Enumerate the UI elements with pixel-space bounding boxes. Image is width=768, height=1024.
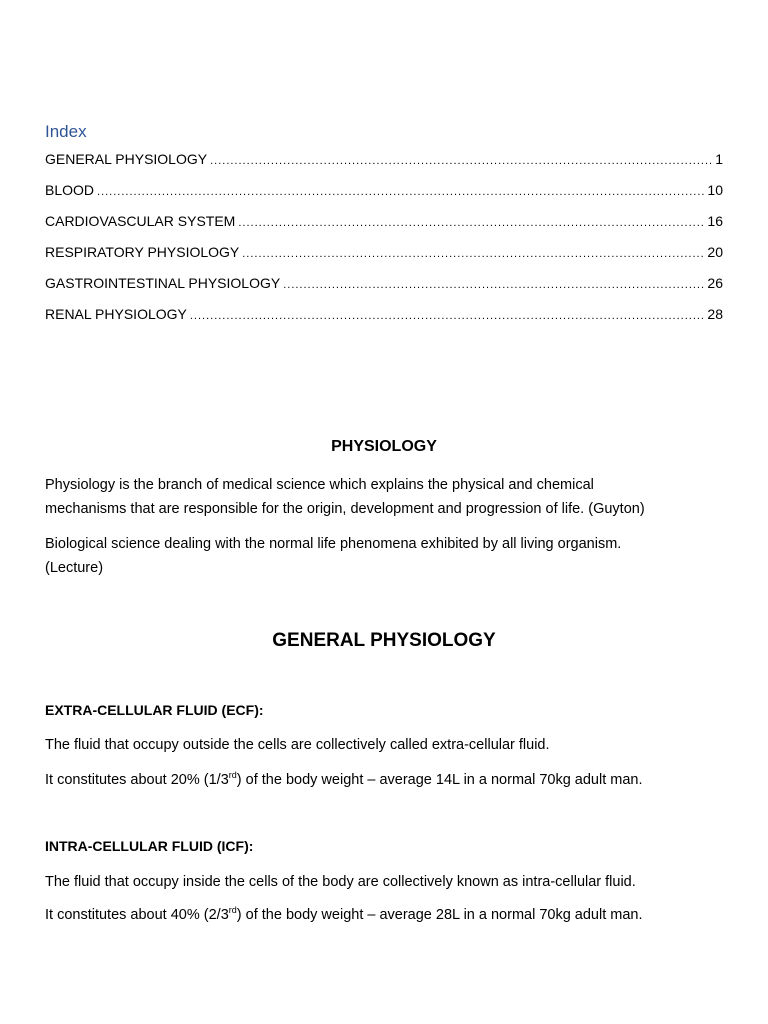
- definition-line-1: Physiology is the branch of medical science which explains the physical and chemical: [45, 477, 594, 493]
- toc-dot-leader: [242, 243, 704, 265]
- toc-page-number: 1: [715, 151, 723, 167]
- physiology-definition: [45, 473, 735, 521]
- ecf-proportion-text-end: ) of the body weight – average 14L in a normal 70kg adult man.: [236, 772, 643, 788]
- index-title: Index: [45, 122, 87, 141]
- toc-dot-leader: [210, 150, 712, 172]
- icf-proportion-text: It constitutes about 40% (2/3: [45, 907, 229, 923]
- ecf-ordinal-suffix: rd: [228, 770, 237, 781]
- icf-description: The fluid that occupy inside the cells of the body are collectively known as intra-cellular fluid.: [45, 874, 636, 890]
- definition-line-2: mechanisms that are responsible for the origin, development and progression of life. (Guyton): [45, 501, 645, 517]
- toc-dot-leader: [283, 274, 704, 296]
- toc-entry-label: GASTROINTESTINAL PHYSIOLOGY: [45, 275, 281, 291]
- ecf-description: The fluid that occupy outside the cells are collectively called extra-cellular fluid.: [45, 737, 550, 753]
- toc-entry-general-physiology[interactable]: [45, 148, 723, 179]
- toc-page-number: 26: [707, 275, 723, 291]
- toc-entry-cardiovascular-system[interactable]: [45, 210, 723, 241]
- toc-entry-blood[interactable]: [45, 179, 723, 210]
- table-of-contents: [45, 148, 723, 334]
- toc-entry-respiratory-physiology[interactable]: [45, 241, 723, 272]
- toc-page-number: 20: [707, 244, 723, 260]
- toc-dot-leader: [238, 212, 704, 234]
- toc-page-number: 28: [707, 306, 723, 322]
- toc-page-number: 16: [707, 213, 723, 229]
- toc-entry-label: RENAL PHYSIOLOGY: [45, 306, 187, 322]
- ecf-proportion: [45, 768, 735, 792]
- lecture-line-1: Biological science dealing with the normal life phenomena exhibited by all living organism.: [45, 536, 622, 552]
- toc-page-number: 10: [707, 182, 723, 198]
- toc-entry-gastrointestinal-physiology[interactable]: [45, 272, 723, 303]
- icf-proportion-text-end: ) of the body weight – average 28L in a normal 70kg adult man.: [236, 907, 643, 923]
- lecture-line-2: (Lecture): [45, 560, 104, 576]
- toc-entry-renal-physiology[interactable]: [45, 303, 723, 334]
- toc-entry-label: RESPIRATORY PHYSIOLOGY: [45, 244, 240, 260]
- icf-ordinal-suffix: rd: [228, 905, 237, 916]
- toc-entry-label: BLOOD: [45, 182, 95, 198]
- toc-dot-leader: [190, 305, 705, 327]
- ecf-proportion-text: It constitutes about 20% (1/3: [45, 772, 229, 788]
- icf-proportion: [45, 903, 735, 927]
- icf-heading: INTRA-CELLULAR FLUID (ICF):: [45, 838, 254, 854]
- physiology-lecture-definition: [45, 532, 735, 580]
- general-physiology-heading: GENERAL PHYSIOLOGY: [272, 630, 496, 651]
- ecf-heading: EXTRA-CELLULAR FLUID (ECF):: [45, 702, 264, 718]
- toc-entry-label: CARDIOVASCULAR SYSTEM: [45, 213, 236, 229]
- toc-dot-leader: [97, 181, 704, 203]
- physiology-heading: PHYSIOLOGY: [331, 438, 437, 455]
- toc-entry-label: GENERAL PHYSIOLOGY: [45, 151, 208, 167]
